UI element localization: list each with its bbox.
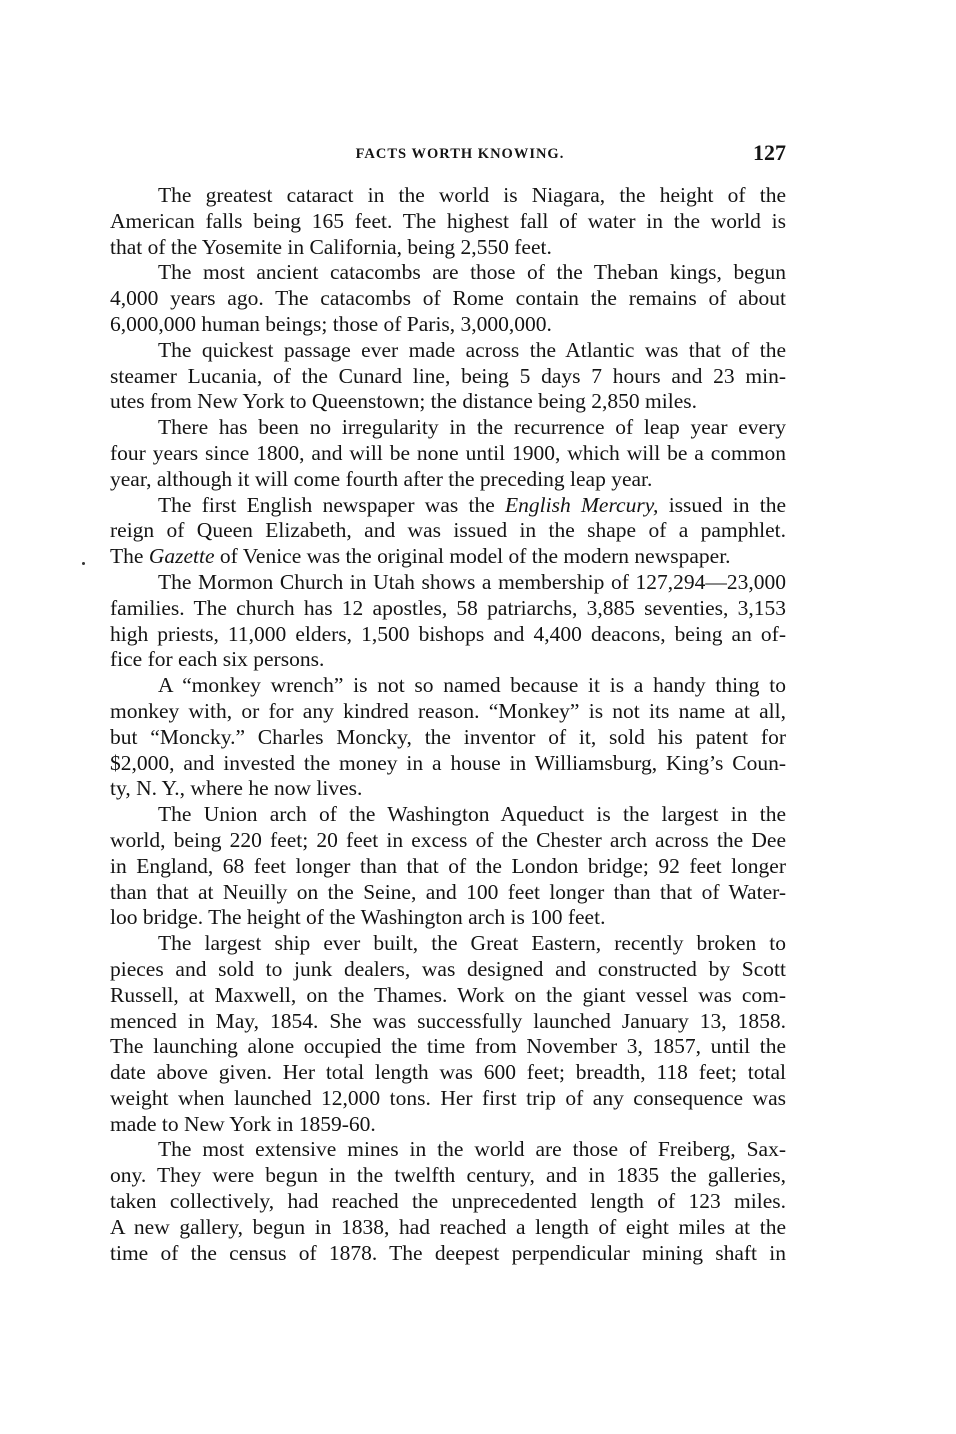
paragraph-niagara-yosemite: [110, 183, 786, 260]
text-line: The launching alone occupied the time from November 3, 1857, until the: [110, 1034, 786, 1059]
running-title: FACTS WORTH KNOWING.: [355, 146, 565, 162]
text-line: loo bridge. The height of the Washington arch is 100 feet.: [110, 905, 606, 930]
text-line: [110, 518, 786, 544]
paragraph-catacombs: [110, 260, 786, 337]
text-line: families. The church has 12 apostles, 58 patriarchs, 3,885 seventies, 3,153: [110, 595, 786, 620]
text-line: A new gallery, begun in 1838, had reached a length of eight miles at the: [110, 1214, 786, 1239]
text-line: 4,000 years ago. The catacombs of Rome contain the remains of about: [110, 286, 786, 311]
text-line: time of the census of 1878. The deepest perpendicular mining shaft in: [110, 1240, 786, 1265]
text-line: made to New York in 1859-60.: [110, 1111, 376, 1136]
paragraph-union-arch: [110, 802, 786, 931]
text-line: date above given. Her total length was 600 feet; breadth, 118 feet; total: [110, 1060, 786, 1085]
paragraph-atlantic-passage: [110, 338, 786, 415]
text-line: There has been no irregularity in the recurrence of leap year every: [158, 415, 786, 440]
text-line: weight when launched 12,000 tons. Her first trip of any consequence was: [110, 1085, 786, 1110]
text-run: The first English newspaper was the: [158, 492, 506, 517]
body-text: [110, 183, 786, 1266]
text-line: in England, 68 feet longer than that of the London bridge; 92 feet longer: [110, 853, 786, 878]
text-run: The: [110, 544, 149, 569]
running-head: [110, 140, 790, 170]
text-line: utes from New York to Queenstown; the distance being 2,850 miles.: [110, 389, 697, 414]
text-line: The most extensive mines in the world are those of Freiberg, Sax-: [158, 1137, 786, 1162]
text-line: monkey with, or for any kindred reason. “Monkey” is not its name at all,: [110, 698, 786, 723]
text-line: but “Moncky.” Charles Moncky, the inventor of it, sold his patent for: [110, 724, 786, 749]
text-line: steamer Lucania, of the Cunard line, being 5 days 7 hours and 23 min-: [110, 363, 786, 388]
text-line: pieces and sold to junk dealers, was designed and constructed by Scott: [110, 956, 786, 981]
text-line: The largest ship ever built, the Great Eastern, recently broken to: [158, 931, 786, 956]
text-line: $2,000, and invested the money in a house in Williamsburg, King’s Coun-: [110, 750, 786, 775]
italic-title-english-mercury: English Mercury,: [505, 492, 659, 517]
print-speck: [82, 562, 85, 565]
text-line: year, although it will come fourth after the preceding leap year.: [110, 466, 653, 491]
text-line: four years since 1800, and will be none until 1900, which will be a common: [110, 440, 786, 465]
text-line: [110, 544, 786, 570]
text-line: that of the Yosemite in California, being 2,550 feet.: [110, 234, 552, 259]
italic-title-gazette: Gazette: [148, 544, 215, 569]
text-line: than that at Neuilly on the Seine, and 100 feet longer than that of Water-: [110, 879, 786, 904]
text-line: 6,000,000 human beings; those of Paris, 3,000,000.: [110, 311, 552, 336]
text-line: The Union arch of the Washington Aqueduct is the largest in the: [158, 802, 786, 827]
text-run: of Venice was the original model of the modern newspaper.: [214, 544, 731, 569]
page-number: 127: [753, 140, 786, 165]
text-run: reign of Queen Elizabeth, and was issued in the shape of a pamphlet.: [110, 518, 786, 543]
paragraph-first-newspaper: [110, 493, 786, 570]
text-line: The quickest passage ever made across the Atlantic was that of the: [158, 337, 786, 362]
text-line: ony. They were begun in the twelfth century, and in 1835 the galleries,: [110, 1163, 786, 1188]
text-line: Russell, at Maxwell, on the Thames. Work on the giant vessel was com-: [110, 982, 786, 1007]
paragraph-freiberg-mines: [110, 1137, 786, 1266]
text-line: The greatest cataract in the world is Niagara, the height of the: [158, 183, 786, 207]
paragraph-great-eastern: [110, 931, 786, 1137]
text-line: menced in May, 1854. She was successfully launched January 13, 1858.: [110, 1008, 786, 1033]
text-line: taken collectively, had reached the unprecedented length of 123 miles.: [110, 1189, 786, 1214]
text-line: world, being 220 feet; 20 feet in excess of the Chester arch across the Dee: [110, 827, 786, 852]
paragraph-leap-year: [110, 415, 786, 492]
paragraph-monkey-wrench: [110, 673, 786, 802]
text-line: The most ancient catacombs are those of the Theban kings, begun: [158, 260, 786, 285]
text-line: The Mormon Church in Utah shows a membership of 127,294—23,000: [158, 569, 786, 594]
paragraph-mormon-church: [110, 570, 786, 673]
text-line: [110, 493, 786, 519]
text-line: A “monkey wrench” is not so named because it is a handy thing to: [158, 673, 786, 698]
text-line: fice for each six persons.: [110, 647, 325, 672]
text-line: American falls being 165 feet. The highest fall of water in the world is: [110, 208, 786, 233]
text-line: ty, N. Y., where he now lives.: [110, 776, 363, 801]
text-line: high priests, 11,000 elders, 1,500 bishops and 4,400 deacons, being an of-: [110, 621, 786, 646]
text-run: issued in the: [658, 492, 787, 517]
